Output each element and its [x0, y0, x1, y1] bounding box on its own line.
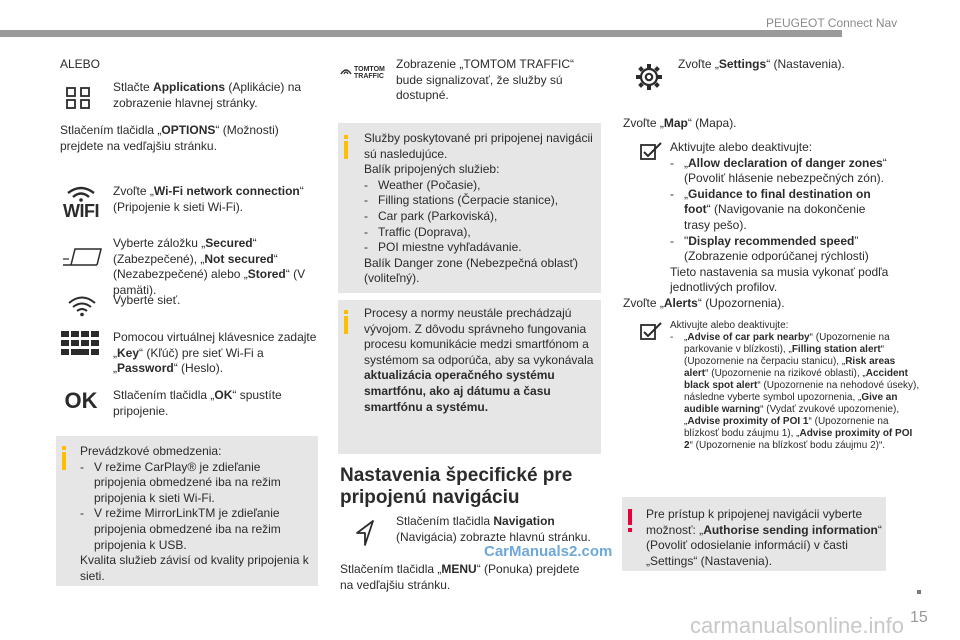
carmanuals-watermark: CarManuals2.com	[484, 543, 613, 560]
alerts-instruction: Zvoľte „Alerts“ (Upozornenia).	[623, 296, 785, 310]
info-icon	[62, 452, 66, 470]
ok-icon: OK	[64, 387, 98, 413]
services-box	[338, 123, 601, 293]
limits-box	[56, 436, 318, 586]
applications-grid-icon	[64, 85, 94, 111]
checkbox-toggle-icon	[638, 320, 664, 344]
menu-instruction: Stlačením tlačidla „MENU“ (Ponuka) prejdete na vedľajšiu stránku.	[340, 562, 580, 592]
map-option-item: - „Guidance to final destination on foot“ (Navigovanie na dokončenie trasy pešo).	[670, 187, 890, 234]
warning-icon	[628, 509, 632, 525]
services-text: Služby poskytované pri pripojenej navigácii sú nasledujúce. Balík pripojených služieb: - Weather (Počasie), - Filling stations (Čerpacie stanice), - Car park (Parkoviská), - Traffic (Doprava), - POI miestne vyhľadávanie. Balík Danger zone (Nebezpečná oblasť) (voliteľný).	[364, 131, 594, 287]
network-instruction: Vyberte sieť.	[113, 293, 181, 307]
settings-gear-icon	[634, 62, 664, 92]
apps-instruction: Stlačte Applications (Aplikácie) na zobrazenie hlavnej stránky.	[113, 80, 302, 110]
navigation-arrow-icon	[352, 518, 378, 548]
limits-text: Prevádzkové obmedzenia: - V režime CarPlay® je zdieľanie pripojenia obmedzené iba na režim pripojenia k sieti Wi-Fi. - V režime MirrorLinkTM je zdieľanie pripojenia obmedzené iba na režim pripojenia k USB. Kvalita služieb závisí od kvality pripojenia k sieti.	[80, 444, 312, 584]
limits-item: - V režime MirrorLinkTM je zdieľanie pripojenia obmedzené iba na režim pripojenia k USB.	[80, 506, 312, 553]
service-item: - Traffic (Doprava),	[364, 225, 594, 241]
svg-text:TRAFFIC: TRAFFIC	[354, 73, 384, 80]
info-icon	[344, 141, 348, 159]
alerts-option-item: - „Advise of car park nearby“ (Upozornenie na parkovanie v blízkosti), „Filling station alert“ (Upozornenie na čerpaciu stanicu), „Risk areas alert“ (Upozornenie na rizikové oblasti), „Accident black spot alert“ (Upozornenie na nehodové úseky), následne vyberte symbol upozornenia, „Give an audible warning“ (Vydať zvukové upozornenie), „Advise proximity of POI 1“ (Upozornenie na blízkosť bodu záujmu 1), „Advise proximity of POI 2“ (Upozornenie na blízkosť bodu záujmu 2)“.	[670, 332, 920, 452]
service-item: - Filling stations (Čerpacie stanice),	[364, 193, 594, 209]
map-options: Aktivujte alebo deaktivujte: - „Allow declaration of danger zones“ (Povoliť hlásenie nebezpečných zón). - „Guidance to final destination on foot“ (Navigovanie na dokončenie trasy pešo). - "Display recommended speed” (Zobrazenie odporúčanej rýchlosti) Tieto nastavenia sa musia vykonať podľa jednotlivých profilov.	[670, 140, 890, 296]
service-item: - Car park (Parkoviská),	[364, 209, 594, 225]
alerts-options: Aktivujte alebo deaktivujte: - „Advise of car park nearby“ (Upozornenie na parkovanie v blízkosti), „Filling station alert“ (Upozornenie na čerpaciu stanicu), „Risk areas alert“ (Upozornenie na rizikové oblasti), „Accident black spot alert“ (Upozornenie na nehodové úseky), následne vyberte symbol upozornenia, „Give an audible warning“ (Vydať zvukové upozornenie), „Advise proximity of POI 1“ (Upozornenie na blízkosť bodu záujmu 1), „Advise proximity of POI 2“ (Upozornenie na blízkosť bodu záujmu 2)“.	[670, 320, 920, 452]
service-item: - POI miestne vyhľadávanie.	[364, 240, 594, 256]
options-instruction: Stlačením tlačidla „OPTIONS“ (Možnosti) prejdete na vedľajšiu stránku.	[60, 123, 279, 153]
ok-instruction: Stlačením tlačidla „OK“ spustíte pripojenie.	[113, 388, 282, 418]
keyboard-icon	[61, 331, 101, 357]
settings-instruction: Zvoľte „Settings“ (Nastavenia).	[678, 57, 845, 71]
wifi-signal-icon	[66, 294, 98, 318]
tab-selector-icon	[60, 242, 104, 270]
access-text: Pre prístup k pripojenej navigácii vyberte možnosť: „Authorise sending information“ (Povoliť odosielanie informácií) v časti „Settings“ (Nastavenia).	[646, 507, 882, 568]
map-instruction: Zvoľte „Map“ (Mapa).	[623, 116, 737, 130]
info-icon	[344, 316, 348, 334]
norms-text: Procesy a normy neustále prechádzajú vývojom. Z dôvodu správneho fungovania procesu komunikácie medzi smartfónom a systémom sa odporúča, aby sa vykonávala aktualizácia operačného systému smartfónu, ako aj dátumu a času smartfónu a systému.	[364, 306, 594, 414]
section-heading: Nastavenia špecifické pre pripojenú navigáciu	[340, 465, 573, 508]
wifi-icon: WIFI	[58, 180, 104, 226]
tomtom-icon-label: TOMTOM	[354, 66, 385, 73]
header-bar	[0, 30, 842, 37]
access-box	[622, 497, 886, 571]
page-number: 15	[910, 609, 928, 626]
tomtom-traffic-icon	[340, 62, 386, 80]
navigation-instruction: Stlačením tlačidla Navigation (Navigácia) zobrazte hlavnú stránku.	[396, 514, 591, 544]
secured-instruction: Vyberte záložku „Secured“ (Zabezpečené), „Not secured“ (Nezabezpečené) alebo „Stored“ (V pamäti).	[113, 236, 306, 297]
map-option-item: - „Allow declaration of danger zones“ (Povoliť hlásenie nebezpečných zón).	[670, 156, 890, 187]
tomtom-text: Zobrazenie „TOMTOM TRAFFIC“ bude signalizovať, že služby sú dostupné.	[396, 57, 575, 103]
map-option-item: - "Display recommended speed” (Zobrazenie odporúčanej rýchlosti)	[670, 234, 890, 265]
page-marker	[917, 590, 921, 594]
checkbox-toggle-icon	[638, 140, 664, 164]
service-item: - Weather (Počasie),	[364, 178, 594, 194]
key-instruction: Pomocou virtuálnej klávesnice zadajte „Key“ (Kľúč) pre sieť Wi-Fi a „Password“ (Heslo).	[113, 330, 317, 376]
header-title: PEUGEOT Connect Nav	[766, 16, 898, 30]
alebo-label: ALEBO	[60, 57, 101, 71]
footer-watermark: carmanualsonline.info	[690, 613, 905, 638]
wifi-instruction: Zvoľte „Wi-Fi network connection“ (Pripojenie k sieti Wi-Fi).	[113, 184, 304, 214]
norms-box	[338, 300, 601, 454]
limits-item: - V režime CarPlay® je zdieľanie pripojenia obmedzené iba na režim pripojenia k sieti Wi-Fi.	[80, 460, 312, 507]
